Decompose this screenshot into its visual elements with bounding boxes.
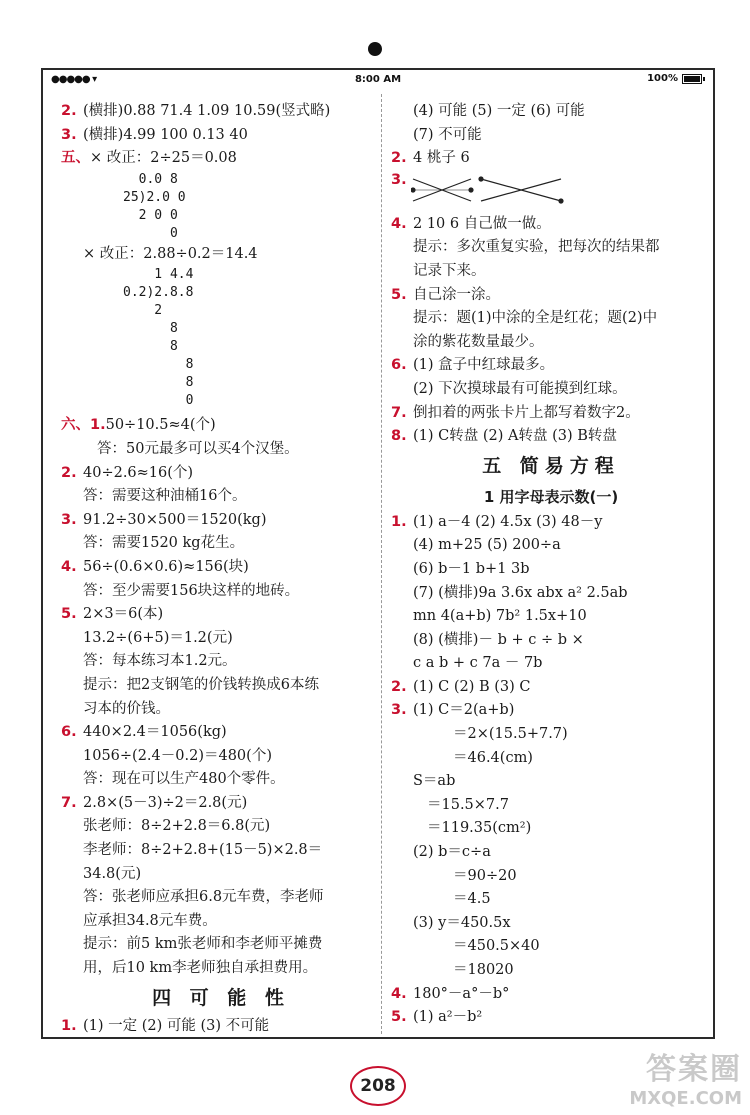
answer-line: 3. (横排)4.99 100 0.13 40 [61,126,248,143]
battery-indicator [647,73,705,84]
answer-line: (7) 不可能 [413,126,482,143]
answer-line: 提示：把2支钢笔的价钱转换成6本练 [83,676,319,693]
answer-line: 答：需要这种油桶16个。 [83,488,247,505]
answer-line: 4. 180°－a°－b° [391,985,510,1002]
answer-line: 5. 2×3＝6(本) [61,606,164,623]
answer-line: 5. (1) a²－b² [391,1009,483,1026]
answer-line: 答：每本练习本1.2元。 [83,653,237,670]
answer-line: (6) b－1 b+1 3b [413,560,530,577]
answer-line: ＝2×(15.5+7.7) [453,726,568,743]
answer-line: (4) 可能 (5) 一定 (6) 可能 [413,103,585,119]
section-heading: 五 简易方程 [482,454,620,477]
answer-line: 张老师：8÷2+2.8＝6.8(元) [83,818,271,835]
left-column [61,100,381,1038]
answer-line: 1056÷(2.4－0.2)＝480(个) [83,747,272,764]
answer-line: ＝90÷20 [453,867,517,884]
answer-line: 3. 91.2÷30×500＝1520(kg) [61,511,267,528]
long-division-1: 0.0 8 25)2.0 0 2 0 0 0 [123,171,186,241]
answer-line: 6. (1) 盒子中红球最多。 [391,357,555,374]
answer-line: 五、× 改正：2÷25＝0.08 [61,150,237,167]
answer-line: ＝119.35(cm²) [427,820,532,837]
answer-line: ＝46.4(cm) [453,749,533,766]
answer-line: 李老师：8÷2+2.8+(15－5)×2.8＝ [83,842,323,859]
answer-line: 六、1.50÷10.5≈4(个) [61,417,216,434]
answer-line: (7) (横排)9a 3.6x abx a² 2.5ab [413,584,628,601]
answer-line: 8. (1) C转盘 (2) A转盘 (3) B转盘 [391,428,617,445]
answer-line: 7. 2.8×(5－3)÷2＝2.8(元) [61,794,248,811]
answer-line: ＝4.5 [453,891,491,908]
answer-line: 答：现在可以生产480个零件。 [83,771,285,788]
watermark-url: MXQE.COM [629,1088,742,1109]
answer-line: × 改正：2.88÷0.2＝14.4 [83,245,258,262]
answer-line: 记录下来。 [413,262,486,279]
answer-line: 用，后10 km李老师独自承担费用。 [83,960,318,977]
answer-line: 提示：多次重复实验，把每次的结果都 [413,239,660,256]
answer-line: 3. (1) C＝2(a+b) [391,702,515,719]
answer-line: 4. 56÷(0.6×0.6)≈156(块) [61,558,249,575]
answer-line: ＝15.5×7.7 [427,796,509,813]
answer-line: 2. 4 桃子 6 [391,150,470,167]
answer-line: ＝450.5×40 [453,938,540,955]
answer-line: mn 4(a+b) 7b² 1.5x+10 [413,608,587,625]
status-bar [43,70,713,90]
camera-dot [368,42,382,56]
answer-line: 13.2÷(6+5)＝1.2(元) [83,629,233,646]
answer-line: 2. (横排)0.88 71.4 1.09 10.59(竖式略) [61,103,331,119]
answer-line: 5. 自己涂一涂。 [391,286,500,303]
status-time: 8:00 AM [354,74,402,85]
battery-percent: 100% [647,73,678,84]
tablet-screen [41,68,715,1039]
answer-line: 答：50元最多可以买4个汉堡。 [97,440,299,457]
answer-line: 1. (1) a－4 (2) 4.5x (3) 48－y [391,513,603,530]
answer-line: S＝ab [413,773,456,790]
answer-line: (8) (横排)－ b + c ÷ b × [413,631,584,648]
answer-line: 答：至少需要156块这样的地砖。 [83,582,300,599]
answer-line: 34.8(元) [83,865,142,882]
answer-line: (2) 下次摸球最有可能摸到红球。 [413,380,627,397]
answer-line: 1. (1) 一定 (2) 可能 (3) 不可能 [61,1017,270,1034]
answer-line: 答：张老师应承担6.8元车费，李老师 [83,889,324,906]
answer-line: 涂的紫花数量最少。 [413,333,544,350]
matching-lines-icon [411,171,611,211]
answer-line: ＝18020 [453,962,514,978]
answer-line: 2. (1) C (2) B (3) C [391,678,531,695]
answer-line: 6. 440×2.4＝1056(kg) [61,724,227,741]
column-divider [381,94,382,1034]
subsection-heading: 1 用字母表示数(一) [483,487,619,506]
watermark [629,1044,742,1109]
battery-icon [682,74,702,84]
answer-line: 习本的价钱。 [83,700,170,717]
answer-line: (3) y＝450.5x [413,914,511,931]
answer-line: 答：需要1520 kg花生。 [83,535,245,552]
page-number: 208 [350,1066,406,1106]
answer-line: (2) b＝c÷a [413,844,491,861]
answer-line: 提示：前5 km张老师和李老师平摊费 [83,936,323,953]
answer-line: (4) m+25 (5) 200÷a [413,537,561,554]
section-heading: 四 可 能 性 [152,986,290,1009]
answer-line: 提示：题(1)中涂的全是红花；题(2)中 [413,310,658,327]
answer-line: c a b + c 7a － 7b [413,655,543,672]
matching-diagram: 3. [391,171,711,213]
answer-line: 2. 40÷2.6≈16(个) [61,464,194,481]
answer-line: 应承担34.8元车费。 [83,912,217,929]
long-division-2: 1 4.4 0.2)2.8.8 2 8 8 8 8 0 [123,267,194,409]
answer-line: 7. 倒扣着的两张卡片上都写着数字2。 [391,404,640,421]
watermark-title: 答案圈 [646,1052,742,1087]
right-column [391,100,711,1030]
signal-indicator: ●●●●● ▾ [51,74,97,85]
answer-line: 4. 2 10 6 自己做一做。 [391,215,551,232]
